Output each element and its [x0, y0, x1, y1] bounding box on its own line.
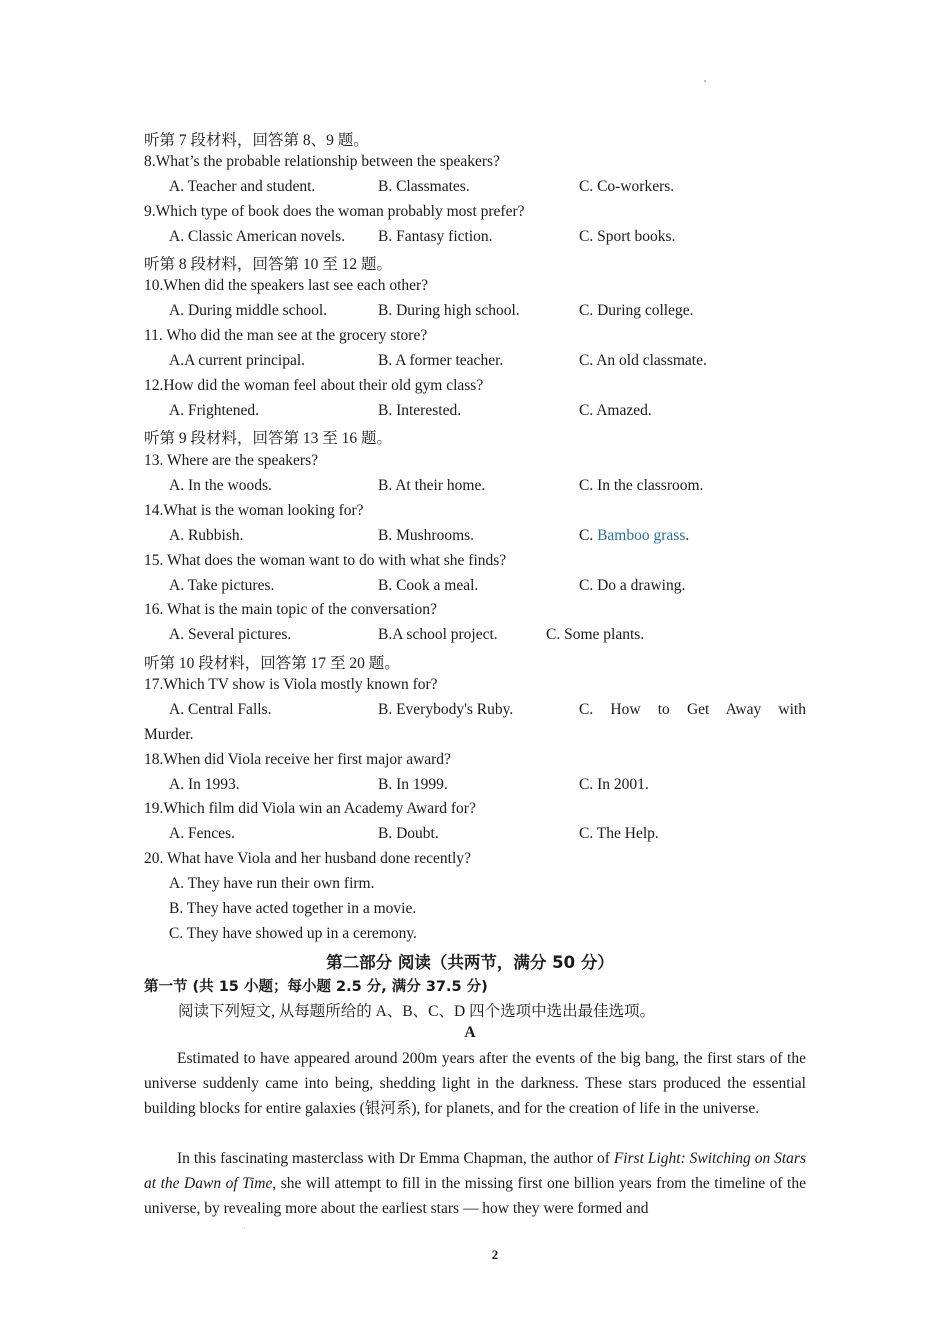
q20-option-a: A. They have run their own firm.	[169, 875, 375, 892]
q20-option-b: B. They have acted together in a movie.	[169, 900, 417, 917]
scan-dot	[704, 80, 706, 82]
q11-option-a: A.A current principal.	[169, 352, 306, 369]
q10-option-b: B. During high school.	[378, 302, 520, 319]
question-12: 12.How did the woman feel about their old gym class?	[144, 377, 484, 394]
q19-option-b: B. Doubt.	[378, 825, 439, 842]
q12-option-b: B. Interested.	[378, 402, 462, 419]
q14-option-b: B. Mushrooms.	[378, 527, 475, 544]
q9-option-a: A. Classic American novels.	[169, 228, 346, 245]
q14-option-c	[579, 527, 689, 545]
paragraph-2-rest: , she will attempt to fill in the missing first one billion years from the timeline of the universe, by revealing more about the earliest stars — how they were formed and	[144, 1175, 806, 1217]
q19-option-a: A. Fences.	[169, 825, 235, 842]
q20-option-c: C. They have showed up in a ceremony.	[169, 925, 417, 942]
question-9: 9.Which type of book does the woman probably most prefer?	[144, 203, 525, 220]
question-11: 11. Who did the man see at the grocery store?	[144, 327, 428, 344]
paragraph-2	[144, 1146, 806, 1221]
q17-option-c: C. How to Get Away with	[579, 701, 806, 718]
question-17: 17.Which TV show is Viola mostly known for?	[144, 676, 438, 693]
section-header: 听第 10 段材料，回答第 17 至 20 题。	[144, 655, 400, 672]
q19-option-c: C. The Help.	[579, 825, 659, 842]
q17-option-c-wrap: Murder.	[144, 726, 194, 743]
instruction: 阅读下列短文, 从每题所给的 A、B、C、D 四个选项中选出最佳选项。	[178, 1003, 656, 1020]
q12-option-a: A. Frightened.	[169, 402, 259, 419]
q13-option-b: B. At their home.	[378, 477, 486, 494]
q17-option-a: A. Central Falls.	[169, 701, 272, 718]
q9-option-c: C. Sport books.	[579, 228, 676, 245]
bamboo-grass-link[interactable]: Bamboo grass	[597, 527, 686, 544]
paragraph-2-start: In this fascinating masterclass with Dr Emma Chapman, the author of	[177, 1150, 614, 1167]
q15-option-c: C. Do a drawing.	[579, 577, 686, 594]
q10-option-a: A. During middle school.	[169, 302, 327, 319]
q13-option-c: C. In the classroom.	[579, 477, 704, 494]
q8-option-b: B. Classmates.	[378, 178, 470, 195]
question-8: 8.What’s the probable relationship between the speakers?	[144, 153, 500, 170]
q16-option-b: B.A school project.	[378, 626, 498, 643]
question-20: 20. What have Viola and her husband done recently?	[144, 850, 471, 867]
q15-option-b: B. Cook a meal.	[378, 577, 479, 594]
q11-option-b: B. A former teacher.	[378, 352, 504, 369]
part2-title: 第二部分 阅读（共两节，满分 50 分）	[326, 953, 614, 972]
question-10: 10.When did the speakers last see each other?	[144, 277, 429, 294]
q18-option-a: A. In 1993.	[169, 776, 240, 793]
q8-option-c: C. Co-workers.	[579, 178, 675, 195]
question-13: 13. Where are the speakers?	[144, 452, 318, 469]
q12-option-c: C. Amazed.	[579, 402, 652, 419]
q17-option-b: B. Everybody's Ruby.	[378, 701, 514, 718]
q16-option-a: A. Several pictures.	[169, 626, 292, 643]
q13-option-a: A. In the woods.	[169, 477, 272, 494]
question-14: 14.What is the woman looking for?	[144, 502, 364, 519]
scan-dot	[244, 1228, 245, 1229]
q9-option-b: B. Fantasy fiction.	[378, 228, 493, 245]
q8-option-a: A. Teacher and student.	[169, 178, 316, 195]
q18-option-b: B. In 1999.	[378, 776, 448, 793]
q15-option-a: A. Take pictures.	[169, 577, 275, 594]
section-header: 听第 9 段材料，回答第 13 至 16 题。	[144, 430, 393, 447]
q10-option-c: C. During college.	[579, 302, 694, 319]
section-header: 听第 7 段材料，回答第 8、9 题。	[144, 132, 369, 149]
page-number: 2	[491, 1247, 499, 1262]
paragraph-1: Estimated to have appeared around 200m years after the events of the big bang, the first stars of the universe suddenly came into being, shedding light in the darkness. These stars produced the essential building blocks for entire galaxies (银河系), for planets, and for the creation of life in the universe.	[144, 1050, 806, 1117]
question-16: 16. What is the main topic of the conversation?	[144, 601, 437, 618]
question-15: 15. What does the woman want to do with what she finds?	[144, 552, 507, 569]
question-19: 19.Which film did Viola win an Academy Award for?	[144, 800, 476, 817]
book-title: First Light: Switching on Stars at the Dawn of Time	[144, 1150, 806, 1192]
q14-option-a: A. Rubbish.	[169, 527, 244, 544]
question-18: 18.When did Viola receive her first major award?	[144, 751, 451, 768]
q14-option-c-prefix: C.	[579, 527, 598, 544]
q14-option-c-tail: .	[685, 527, 690, 544]
q11-option-c: C. An old classmate.	[579, 352, 707, 369]
q18-option-c: C. In 2001.	[579, 776, 649, 793]
section-header: 听第 8 段材料，回答第 10 至 12 题。	[144, 256, 393, 273]
passage-label: A	[464, 1024, 476, 1041]
q16-option-c: C. Some plants.	[546, 626, 645, 643]
section1-title: 第一节 (共 15 小题；每小题 2.5 分, 满分 37.5 分)	[144, 979, 488, 995]
